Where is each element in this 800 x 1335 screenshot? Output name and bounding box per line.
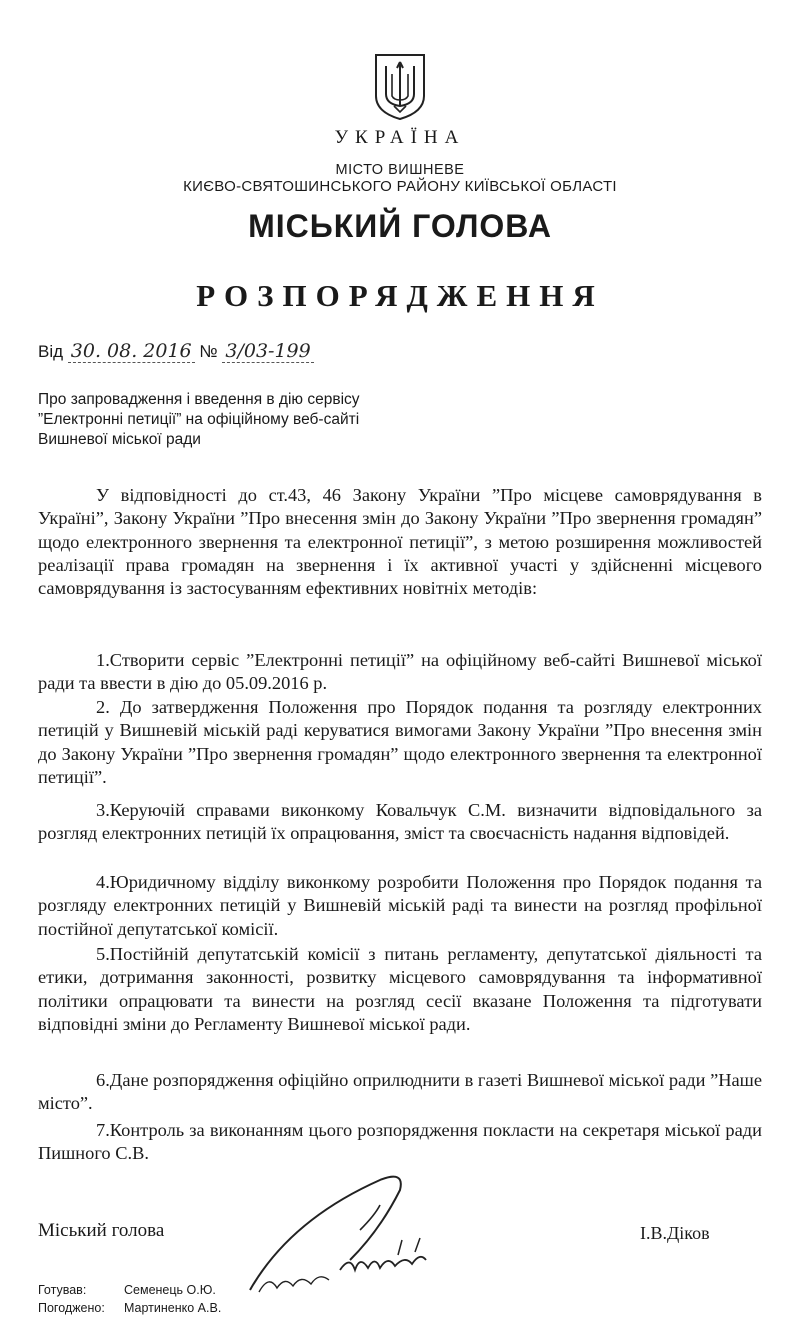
order-item-1: 1.Створити сервіс ”Електронні петиції” на офіційному веб-сайті Вишневої міської ради та ввести в дію до 05.09.2016 р. [38, 650, 762, 694]
preamble-paragraph: У відповідності до ст.43, 46 Закону України ”Про місцеве самоврядування в Україні”, Закону України ”Про внесення змін до Закону України ”Про звернення громадян” щодо електронного звернення та електронної петиції”, з метою розширення можливостей реалізації права громадян на звернення і їх активної участі у здійсненні місцевого самоврядування із застосуванням ефективних новітніх методів: [38, 485, 762, 599]
order-item-3: 3.Керуючій справами виконкому Ковальчук С.М. визначити відповідального за розгляд електронних петицій їх опрацювання, зміст та своєчасність надання відповідей. [38, 800, 762, 844]
prepared-name: Семенець О.Ю. [124, 1283, 216, 1297]
initials-mark [255, 1268, 335, 1298]
office-title: МІСЬКИЙ ГОЛОВА [248, 208, 552, 244]
document-type: РОЗПОРЯДЖЕННЯ [196, 278, 604, 313]
order-item-4: 4.Юридичному відділу виконкому розробити Положення про Порядок подання та розгляду електронних петицій у Вишневій міській раді та винести на розгляд профільної постійної депутатської комісії. [38, 872, 762, 939]
country-name: УКРАЇНА [334, 127, 466, 148]
approved-label: Погоджено: [38, 1301, 105, 1315]
number-label: № [199, 342, 218, 361]
coat-of-arms-icon [372, 52, 428, 122]
number-value: 3/03-199 [222, 340, 313, 363]
subject-line: Вишневої міської ради [38, 431, 201, 448]
date-label: Від [38, 342, 64, 361]
approved-name: Мартиненко А.В. [124, 1301, 222, 1315]
date-value: 30. 08. 2016 [68, 340, 195, 363]
prepared-label: Готував: [38, 1283, 87, 1297]
date-number-row [38, 340, 314, 362]
subject-block [38, 390, 468, 450]
region-name: КИЄВО-СВЯТОШИНСЬКОГО РАЙОНУ КИЇВСЬКОЇ ОБЛАСТІ [183, 178, 617, 195]
subject-line: Про запровадження і введення в дію сервісу [38, 391, 360, 408]
subject-line: ”Електронні петиції” на офіційному веб-сайті [38, 411, 360, 428]
signatory-name: І.В.Діков [640, 1223, 710, 1243]
order-item-2: 2. До затвердження Положення про Порядок подання та розгляду електронних петицій у Вишневій міській раді керуватися вимогами Закону України ”Про внесення змін до Закону України ”Про звернення громадян” щодо електронного звернення та електронної петиції”. [38, 697, 762, 787]
order-item-7: 7.Контроль за виконанням цього розпорядження покласти на секретаря міської ради Пишного С.В. [38, 1120, 762, 1164]
order-item-5: 5.Постійній депутатській комісії з питань регламенту, депутатської діяльності та етики, дотримання законності, розвитку місцевого самоврядування та інформативної політики опрацювати та винести на розгляд сесії вказане Положення та підготувати відповідні зміни до Регламенту Вишневої міської ради. [38, 944, 762, 1034]
order-item-6: 6.Дане розпорядження офіційно оприлюднити в газеті Вишневої міської ради ”Наше місто”. [38, 1070, 762, 1114]
city-name: МІСТО ВИШНЕВЕ [335, 162, 465, 178]
signatory-title: Міський голова [38, 1220, 165, 1241]
